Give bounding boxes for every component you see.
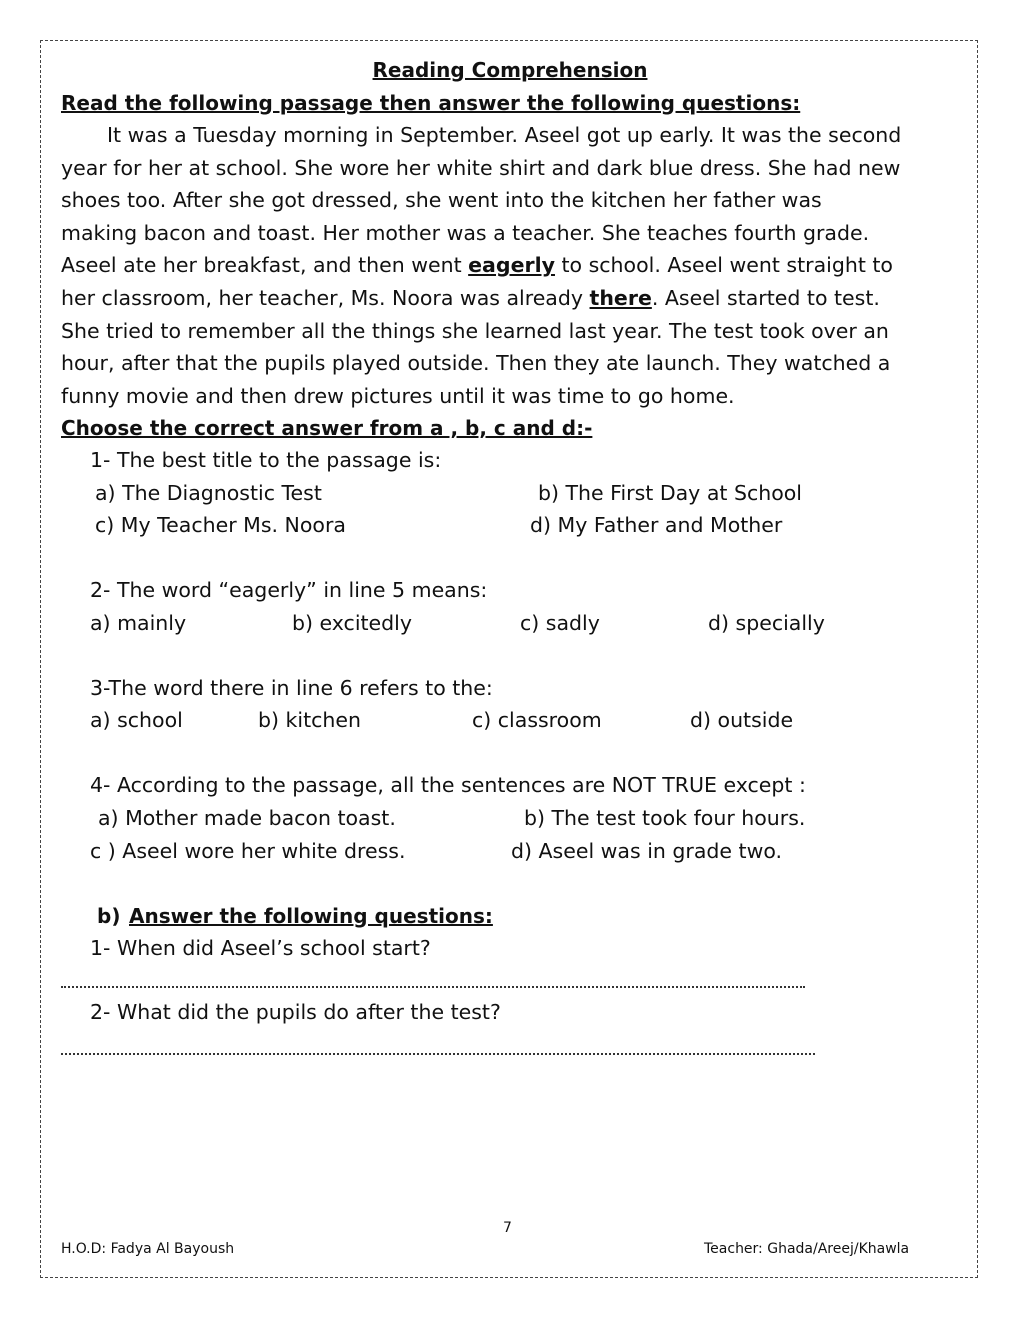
- passage-line: making bacon and toast. Her mother was a teacher. She teaches fourth grade.: [61, 220, 870, 245]
- q2-option-b: b) excitedly: [292, 611, 413, 635]
- passage-line: It was a Tuesday morning in September. Aseel got up early. It was the second: [107, 123, 902, 147]
- q3-option-a: a) school: [90, 708, 183, 732]
- q3-option-c: c) classroom: [472, 708, 602, 732]
- written-question-2: 2- What did the pupils do after the test?: [90, 1000, 501, 1024]
- passage-text: to school. Aseel went straight to: [554, 253, 893, 278]
- q2-option-d: d) specially: [708, 611, 825, 635]
- instruction-heading: Read the following passage then answer the following questions:: [61, 91, 801, 115]
- q4-option-c: c ) Aseel wore her white dress.: [90, 839, 406, 863]
- q1-option-c: c) My Teacher Ms. Noora: [95, 513, 346, 537]
- answer-line-1[interactable]: [61, 976, 805, 988]
- q1-option-b: b) The First Day at School: [538, 481, 802, 505]
- q3-option-d: d) outside: [690, 708, 794, 732]
- reading-passage: [61, 119, 961, 412]
- question-2: 2- The word “eagerly” in line 5 means:: [90, 578, 488, 602]
- section-b-prefix: b): [97, 904, 121, 928]
- section-a-heading: Choose the correct answer from a , b, c and d:-: [61, 416, 593, 440]
- passage-text: . Aseel started to test.: [651, 285, 880, 310]
- teacher-names: Teacher: Ghada/Areej/Khawla: [704, 1241, 910, 1257]
- section-b-heading: Answer the following questions:: [129, 904, 493, 928]
- question-1: 1- The best title to the passage is:: [90, 448, 442, 472]
- page-number: 7: [503, 1220, 512, 1236]
- passage-text: her classroom, her teacher, Ms. Noora was already: [61, 285, 590, 310]
- passage-line: hour, after that the pupils played outside. Then they ate launch. They watched a: [61, 351, 891, 376]
- q1-option-d: d) My Father and Mother: [530, 513, 783, 537]
- passage-line: year for her at school. She wore her white shirt and dark blue dress. She had new: [61, 155, 901, 180]
- q4-option-a: a) Mother made bacon toast.: [98, 806, 396, 830]
- written-question-1: 1- When did Aseel’s school start?: [90, 936, 431, 960]
- q4-option-b: b) The test took four hours.: [524, 806, 806, 830]
- q3-option-b: b) kitchen: [258, 708, 362, 732]
- passage-line: [61, 249, 961, 282]
- hod-name: H.O.D: Fadya Al Bayoush: [61, 1241, 235, 1257]
- passage-line: She tried to remember all the things she learned last year. The test took over an: [61, 318, 889, 343]
- passage-text: Aseel ate her breakfast, and then went: [61, 253, 469, 278]
- q4-option-d: d) Aseel was in grade two.: [511, 839, 783, 863]
- page-title: Reading Comprehension: [372, 58, 648, 82]
- q2-option-c: c) sadly: [520, 611, 600, 635]
- passage-line: shoes too. After she got dressed, she went into the kitchen her father was: [61, 188, 822, 213]
- keyword-eagerly: eagerly: [468, 253, 555, 278]
- passage-line: [61, 282, 961, 315]
- passage-line: funny movie and then drew pictures until it was time to go home.: [61, 383, 735, 408]
- q2-option-a: a) mainly: [90, 611, 187, 635]
- question-3: 3-The word there in line 6 refers to the:: [90, 676, 493, 700]
- q1-option-a: a) The Diagnostic Test: [95, 481, 322, 505]
- question-4: 4- According to the passage, all the sentences are NOT TRUE except :: [90, 773, 806, 797]
- answer-line-2[interactable]: [61, 1043, 815, 1055]
- keyword-there: there: [589, 285, 652, 310]
